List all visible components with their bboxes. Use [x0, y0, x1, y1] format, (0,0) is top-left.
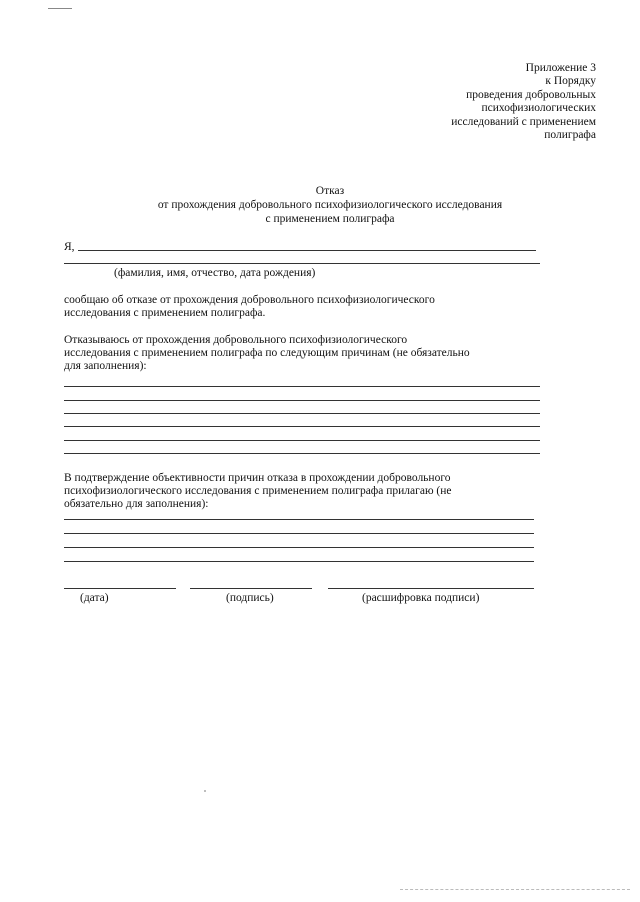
- scan-speck: [204, 790, 206, 792]
- name-field-line[interactable]: [78, 250, 536, 251]
- attachments-field-line[interactable]: [64, 533, 534, 534]
- appendix-line: исследований с применением: [451, 115, 596, 128]
- appendix-header: [376, 62, 596, 142]
- statement-line: исследования с применением полиграфа.: [64, 307, 266, 320]
- scan-edge-line: [400, 889, 630, 890]
- confirmation-line: В подтверждение объективности причин отказа в прохождении добровольного: [64, 472, 451, 484]
- person-prefix: Я,: [64, 241, 75, 253]
- confirmation-paragraph: [64, 472, 584, 512]
- appendix-line: к Порядку: [545, 75, 596, 88]
- confirmation-line: психофизиологического исследования с применением полиграфа прилагаю (не: [64, 485, 452, 498]
- reasons-paragraph: [64, 334, 584, 374]
- reasons-field-line[interactable]: [64, 400, 540, 401]
- signature-field-line[interactable]: [190, 588, 312, 589]
- name-field-line-2[interactable]: [64, 263, 540, 264]
- attachments-field-line[interactable]: [64, 561, 534, 562]
- reasons-field-line[interactable]: [64, 426, 540, 427]
- attachments-field-line[interactable]: [64, 547, 534, 548]
- decoding-caption: (расшифровка подписи): [362, 592, 480, 604]
- reasons-line: исследования с применением полиграфа по следующим причинам (не обязательно: [64, 347, 470, 360]
- appendix-line: Приложение 3: [525, 62, 596, 74]
- title-heading: Отказ: [315, 185, 345, 197]
- document-title: [40, 184, 620, 226]
- date-caption: (дата): [80, 592, 109, 604]
- statement-paragraph: [64, 294, 554, 320]
- date-field-line[interactable]: [64, 588, 176, 589]
- attachments-field-line[interactable]: [64, 519, 534, 520]
- reasons-field-line[interactable]: [64, 386, 540, 387]
- fio-caption: (фамилия, имя, отчество, дата рождения): [114, 267, 316, 279]
- appendix-line: полиграфа: [544, 129, 596, 142]
- title-line: от прохождения добровольного психофизиологического исследования: [157, 199, 503, 211]
- reasons-line: для заполнения):: [64, 360, 147, 373]
- confirmation-line: обязательно для заполнения):: [64, 498, 209, 511]
- reasons-line: Отказываюсь от прохождения добровольного психофизиологического: [64, 334, 408, 346]
- statement-line: сообщаю об отказе от прохождения добровольного психофизиологического: [64, 294, 435, 306]
- scan-mark: [48, 8, 72, 9]
- decoding-field-line[interactable]: [328, 588, 534, 589]
- appendix-line: психофизиологических: [481, 102, 596, 115]
- reasons-field-line[interactable]: [64, 413, 540, 414]
- appendix-line: проведения добровольных: [466, 88, 596, 101]
- title-line: с применением полиграфа: [265, 213, 395, 225]
- reasons-field-line[interactable]: [64, 453, 540, 454]
- signature-caption: (подпись): [226, 592, 274, 604]
- reasons-field-line[interactable]: [64, 440, 540, 441]
